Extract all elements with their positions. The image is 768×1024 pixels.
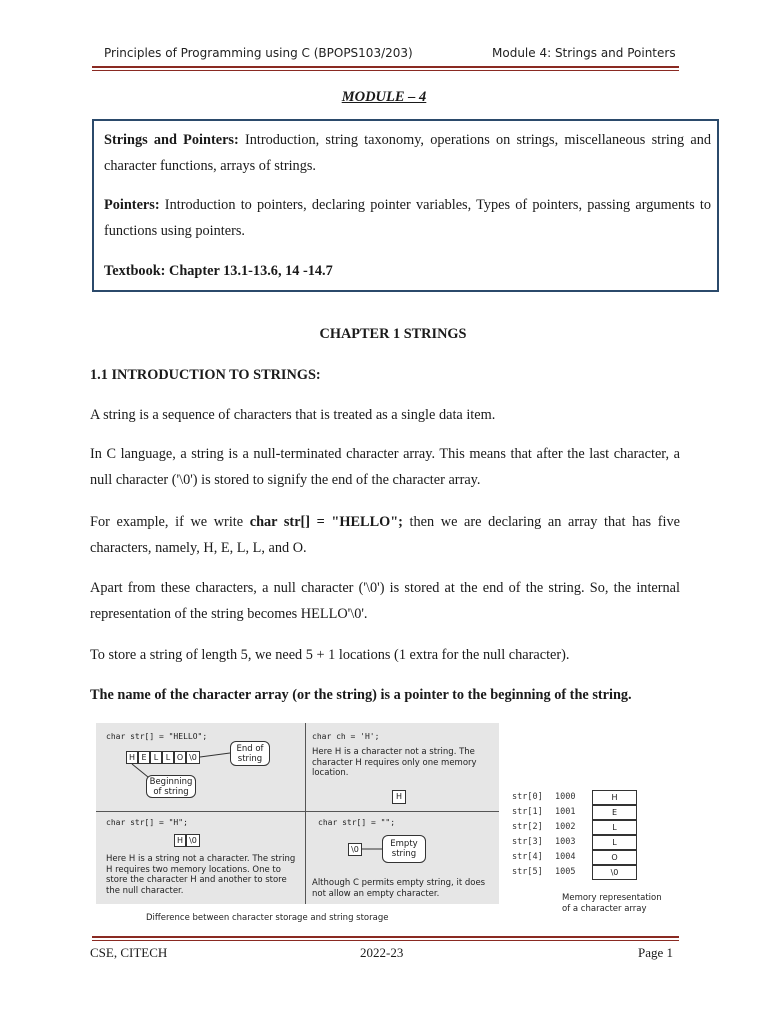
section-title: 1.1 INTRODUCTION TO STRINGS: xyxy=(90,367,321,383)
paragraph-4: Apart from these characters, a null character ('\0') is stored at the end of the string. So, the internal representation of the string becomes HELLO'\0'. xyxy=(90,580,680,622)
mem-label: str[0] xyxy=(512,792,543,802)
paragraph-5: To store a string of length 5, we need 5 + 1 locations (1 extra for the null character). xyxy=(90,647,570,663)
paragraph-3-post: then we are declaring an array that has five characters, namely, H, E, L, L, and O. xyxy=(90,514,680,556)
bl-cell: \0 xyxy=(186,834,200,847)
footer-left: CSE, CITECH xyxy=(90,945,168,960)
tl-code: char str[] = "HELLO"; xyxy=(106,732,208,741)
tr-code: char ch = 'H'; xyxy=(312,732,380,741)
syllabus-pointers-text: Introduction to pointers, declaring pointer variables, Types of pointers, passing arguments to functions using pointers. xyxy=(104,197,711,239)
mem-addr: 1003 xyxy=(555,837,576,847)
bl-cell: H xyxy=(174,834,186,847)
header-right: Module 4: Strings and Pointers xyxy=(492,46,676,60)
tl-cell: L xyxy=(150,751,162,764)
syllabus-pointers xyxy=(104,192,711,244)
footer-center: 2022-23 xyxy=(360,945,404,960)
mem-label: str[2] xyxy=(512,822,543,832)
bl-text: Here H is a string not a character. The string H requires two memory locations. One to store the character H and another to store the null character. xyxy=(106,854,296,896)
syllabus-box xyxy=(92,119,719,292)
mem-addr: 1004 xyxy=(555,852,576,862)
end-of-string-bubble: End of string xyxy=(230,741,270,766)
mem-cell: H xyxy=(592,790,637,805)
mem-cell: O xyxy=(592,850,637,865)
header-rule-top xyxy=(92,66,679,68)
paragraph-1: A string is a sequence of characters that is treated as a single data item. xyxy=(90,407,496,423)
mem-addr: 1002 xyxy=(555,822,576,832)
tl-cell: E xyxy=(138,751,150,764)
br-text: Although C permits empty string, it does not allow an empty character. xyxy=(312,878,486,899)
mem-label: str[3] xyxy=(512,837,543,847)
syllabus-strings xyxy=(104,127,711,179)
header-left: Principles of Programming using C (BPOPS103/203) xyxy=(104,46,413,60)
chapter-title: CHAPTER 1 STRINGS xyxy=(319,326,467,342)
tl-connectors xyxy=(96,723,305,811)
storage-figure xyxy=(96,723,499,904)
footer-page-number: Page 1 xyxy=(638,945,674,960)
mem-cell: L xyxy=(592,820,637,835)
tl-cell: H xyxy=(126,751,138,764)
paragraph-3-code: char str[] = "HELLO"; xyxy=(249,514,403,530)
beginning-of-string-bubble: Beginning of string xyxy=(146,775,196,798)
tl-cell: O xyxy=(174,751,186,764)
mem-cell: L xyxy=(592,835,637,850)
tl-cell: \0 xyxy=(186,751,200,764)
mem-cell: E xyxy=(592,805,637,820)
memory-caption: Memory representation of a character array xyxy=(562,893,662,914)
paragraph-3-pre: For example, if we write xyxy=(90,514,250,530)
mem-addr: 1000 xyxy=(555,792,576,802)
syllabus-strings-label: Strings and Pointers: xyxy=(104,132,239,148)
tr-text: Here H is a character not a string. The character H requires only one memory location. xyxy=(312,747,477,778)
mem-label: str[5] xyxy=(512,867,543,877)
footer-rule-top xyxy=(92,936,679,938)
paragraph-6: The name of the character array (or the string) is a pointer to the beginning of the string. xyxy=(90,687,632,703)
module-title: MODULE – 4 xyxy=(341,89,427,105)
mem-addr: 1001 xyxy=(555,807,576,817)
bl-code: char str[] = "H"; xyxy=(106,818,188,827)
br-code: char str[] = ""; xyxy=(318,818,396,827)
tr-cell: H xyxy=(392,790,406,804)
mem-label: str[1] xyxy=(512,807,543,817)
syllabus-pointers-label: Pointers: xyxy=(104,197,160,213)
paragraph-2: In C language, a string is a null-terminated character array. This means that after the last character, a null character ('\0') is stored to signify the end of the character array. xyxy=(90,446,680,488)
figure-caption: Difference between character storage and string storage xyxy=(146,913,389,923)
mem-addr: 1005 xyxy=(555,867,576,877)
mem-label: str[4] xyxy=(512,852,543,862)
footer-rule-bottom xyxy=(92,940,679,941)
syllabus-strings-text: Introduction, string taxonomy, operations on strings, miscellaneous string and character functions, arrays of strings. xyxy=(104,132,711,174)
paragraph-3 xyxy=(90,509,680,561)
syllabus-textbook: Textbook: Chapter 13.1-13.6, 14 -14.7 xyxy=(104,263,333,279)
br-cell: \0 xyxy=(348,843,362,856)
empty-string-bubble: Empty string xyxy=(382,835,426,863)
header-rule-bottom xyxy=(92,70,679,71)
mem-cell: \0 xyxy=(592,865,637,880)
tl-cell: L xyxy=(162,751,174,764)
